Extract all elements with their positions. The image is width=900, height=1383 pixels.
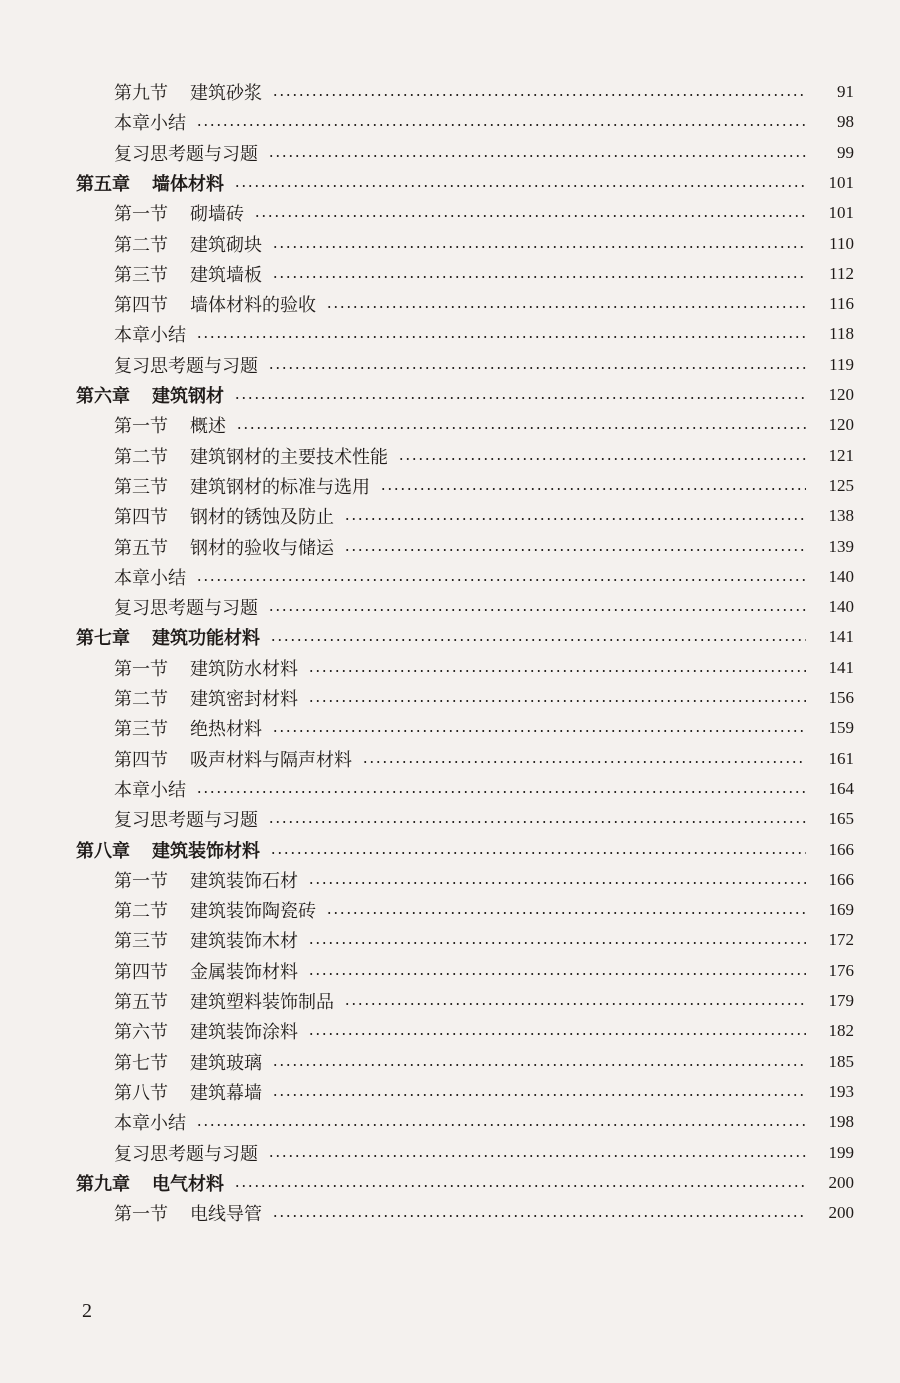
toc-entry-title: 钢材的验收与储运 [190, 537, 334, 559]
dot-leader [272, 246, 806, 248]
toc-section-row[interactable] [0, 1137, 900, 1169]
toc-section-row[interactable] [0, 288, 900, 320]
dot-leader [272, 1064, 806, 1066]
toc-page-number: 182 [828, 1021, 854, 1041]
toc-entry-heading [0, 1140, 258, 1166]
toc-entry-title: 建筑密封材料 [190, 689, 298, 710]
toc-page-number: 119 [829, 354, 854, 374]
toc-entry-label: 第九章 [76, 1173, 130, 1195]
toc-section-row[interactable] [0, 1106, 900, 1138]
toc-entry-label: 第三节 [114, 476, 168, 498]
toc-page-number: 112 [829, 263, 854, 283]
toc-entry-title: 金属装饰材料 [190, 961, 298, 983]
toc-entry-label: 第三节 [114, 719, 168, 741]
dot-leader [268, 609, 806, 611]
dot-leader [380, 488, 806, 490]
toc-page-number: 116 [829, 294, 854, 314]
toc-section-row[interactable] [0, 652, 900, 684]
toc-entry-title: 绝热材料 [190, 719, 262, 741]
dot-leader [326, 912, 806, 914]
toc-section-row[interactable] [0, 803, 900, 835]
toc-page-number: 166 [828, 869, 854, 889]
dot-leader [308, 1033, 806, 1035]
toc-entry-title: 砌墙砖 [190, 204, 244, 226]
toc-page-number: 140 [828, 597, 854, 617]
toc-page-number: 164 [828, 778, 854, 798]
dot-leader [196, 124, 806, 126]
page-number: 2 [82, 1300, 92, 1322]
toc-entry-heading [0, 867, 298, 893]
toc-entry-label: 第五节 [114, 992, 168, 1013]
dot-leader [196, 336, 806, 338]
toc-entry-label: 第四节 [114, 507, 168, 529]
toc-page-number: 125 [828, 475, 854, 495]
toc-entry-heading [0, 412, 226, 438]
toc-page-number: 141 [828, 657, 854, 677]
toc-entry-label: 第一节 [114, 204, 168, 226]
toc-entry-label: 第二节 [114, 901, 168, 923]
toc-entry-label: 复习思考题与习题 [114, 810, 258, 832]
toc-entry-heading [0, 79, 262, 105]
toc-entry-label: 第四节 [114, 961, 168, 983]
dot-leader [272, 1215, 806, 1217]
toc-entry-title: 建筑砌块 [190, 234, 262, 256]
dot-leader [326, 306, 806, 308]
toc-entry-title: 建筑钢材的主要技术性能 [190, 446, 388, 468]
toc-page-number: 200 [828, 1172, 854, 1192]
toc-entry-heading [0, 837, 260, 863]
toc-page-number: 159 [828, 718, 854, 738]
toc-page-number: 176 [828, 960, 854, 980]
dot-leader [308, 942, 806, 944]
toc-section-row[interactable] [0, 894, 900, 926]
toc-entry-label: 本章小结 [114, 779, 186, 801]
dot-leader [268, 155, 806, 157]
toc-entry-heading [0, 1200, 262, 1226]
toc-entry-label: 本章小结 [114, 113, 186, 135]
toc-section-row[interactable] [0, 470, 900, 502]
toc-page-number: 121 [828, 445, 854, 465]
dot-leader [196, 791, 806, 793]
toc-page-number: 138 [828, 506, 854, 526]
toc-entry-heading [0, 503, 334, 529]
toc-entry-heading [0, 473, 370, 499]
toc-section-row[interactable] [0, 440, 900, 472]
toc-section-row[interactable] [0, 197, 900, 229]
toc-section-row[interactable] [0, 1046, 900, 1078]
toc-entry-title: 建筑砂浆 [190, 83, 262, 104]
toc-entry-heading [0, 715, 262, 741]
dot-leader [272, 276, 806, 278]
toc-entry-heading [0, 443, 388, 469]
toc-entry-heading [0, 776, 186, 802]
toc-section-row[interactable] [0, 1076, 900, 1108]
toc-page-number: 91 [837, 82, 854, 101]
toc-section-row[interactable] [0, 76, 900, 108]
toc-entry-label: 复习思考题与习题 [114, 355, 258, 377]
toc-entry-label: 第八章 [76, 840, 130, 862]
dot-leader [308, 882, 806, 884]
toc-entry-heading [0, 1079, 262, 1105]
toc-section-row[interactable] [0, 258, 900, 290]
toc-section-row[interactable] [0, 591, 900, 623]
toc-entry-label: 第二节 [114, 446, 168, 468]
toc-page-number: 165 [828, 809, 854, 829]
toc-section-row[interactable] [0, 773, 900, 805]
toc-section-row[interactable] [0, 1015, 900, 1047]
toc-entry-title: 建筑塑料装饰制品 [190, 992, 334, 1013]
toc-section-row[interactable] [0, 1197, 900, 1229]
toc-entry-heading [0, 564, 186, 590]
toc-entry-heading [0, 655, 298, 681]
toc-section-row[interactable] [0, 500, 900, 532]
toc-entry-heading [0, 958, 298, 984]
toc-entry-heading [0, 352, 258, 378]
toc-section-row[interactable] [0, 106, 900, 138]
toc-entry-label: 第四节 [114, 295, 168, 317]
toc-section-row[interactable] [0, 924, 900, 956]
dot-leader [270, 639, 806, 641]
toc-chapter-row[interactable] [0, 621, 900, 653]
dot-leader [272, 730, 806, 732]
toc-entry-label: 复习思考题与习题 [114, 598, 258, 620]
toc-entry-label: 第八节 [114, 1082, 168, 1104]
toc-section-row[interactable] [0, 743, 900, 775]
toc-section-row[interactable] [0, 318, 900, 350]
toc-entry-heading [0, 291, 316, 317]
dot-leader [272, 94, 806, 96]
dot-leader [344, 549, 806, 551]
toc-entry-label: 本章小结 [114, 325, 186, 347]
toc-entry-label: 第六章 [76, 386, 130, 407]
dot-leader [254, 215, 806, 217]
toc-entry-label: 复习思考题与习题 [114, 1143, 258, 1165]
toc-page-number: 120 [828, 415, 854, 435]
toc-page-number: 98 [837, 112, 854, 132]
toc-entry-label: 本章小结 [114, 1113, 186, 1135]
toc-section-row[interactable] [0, 349, 900, 381]
toc-entry-title: 墙体材料 [152, 173, 224, 195]
toc-page-number: 200 [828, 1203, 854, 1223]
toc-entry-heading [0, 624, 260, 650]
toc-page-number: 161 [828, 748, 854, 768]
toc-entry-heading [0, 321, 186, 347]
toc-section-row[interactable] [0, 682, 900, 714]
dot-leader [236, 427, 806, 429]
dot-leader [344, 518, 806, 520]
dot-leader [308, 700, 806, 702]
toc-page-number: 99 [837, 142, 854, 162]
toc-entry-heading [0, 1049, 262, 1075]
toc-entry-heading [0, 1170, 224, 1196]
toc-section-row[interactable] [0, 864, 900, 896]
toc-chapter-row[interactable] [0, 167, 900, 199]
toc-page-number: 169 [828, 900, 854, 920]
toc-chapter-row[interactable] [0, 1167, 900, 1199]
toc-page-number: 185 [828, 1051, 854, 1071]
dot-leader [268, 1155, 806, 1157]
toc-page-number: 110 [829, 233, 854, 253]
toc-entry-title: 建筑装饰涂料 [190, 1022, 298, 1044]
dot-leader [308, 670, 806, 672]
toc-section-row[interactable] [0, 228, 900, 260]
dot-leader [308, 973, 806, 975]
toc-page-number: 139 [828, 536, 854, 556]
toc-entry-title: 建筑钢材 [152, 386, 224, 407]
toc-section-row[interactable] [0, 955, 900, 987]
toc-entry-title: 概述 [190, 416, 226, 438]
toc-page-number: 199 [828, 1142, 854, 1162]
dot-leader [344, 1003, 806, 1005]
dot-leader [234, 1185, 806, 1187]
toc-entry-label: 第五节 [114, 537, 168, 559]
toc-entry-title: 建筑装饰陶瓷砖 [190, 901, 316, 923]
toc-page-number: 101 [828, 203, 854, 223]
dot-leader [272, 1094, 806, 1096]
toc-chapter-row[interactable] [0, 834, 900, 866]
toc-entry-title: 建筑玻璃 [190, 1052, 262, 1074]
toc-entry-label: 第一节 [114, 1204, 168, 1226]
toc-page-number: 120 [828, 385, 854, 404]
toc-entry-title: 建筑防水材料 [190, 658, 298, 680]
toc-entry-title: 建筑墙板 [190, 264, 262, 286]
toc-entry-label: 第一节 [114, 658, 168, 680]
toc-page-number: 101 [828, 172, 854, 192]
toc-entry-title: 建筑装饰材料 [152, 840, 260, 862]
toc-chapter-row[interactable] [0, 379, 900, 411]
toc-entry-heading [0, 200, 244, 226]
toc-entry-heading [0, 746, 352, 772]
dot-leader [196, 579, 806, 581]
toc-entry-label: 第七章 [76, 628, 130, 650]
toc-entry-label: 第七节 [114, 1052, 168, 1074]
toc-entry-label: 第一节 [114, 870, 168, 892]
toc-entry-label: 第二节 [114, 234, 168, 256]
toc-entry-label: 本章小结 [114, 567, 186, 589]
toc-entry-title: 电气材料 [152, 1173, 224, 1195]
toc-entry-label: 第三节 [114, 264, 168, 286]
toc-entry-heading [0, 806, 258, 832]
toc-entry-heading [0, 927, 298, 953]
toc-page-number: 140 [828, 566, 854, 586]
toc-entry-heading [0, 231, 262, 257]
toc-page-number: 141 [828, 627, 854, 647]
dot-leader [234, 185, 806, 187]
toc-page-number: 179 [828, 991, 854, 1010]
toc-entry-heading [0, 988, 334, 1014]
toc-entry-title: 吸声材料与隔声材料 [190, 749, 352, 771]
toc-page-number: 193 [828, 1081, 854, 1101]
toc-entry-title: 建筑钢材的标准与选用 [190, 476, 370, 498]
toc-section-row[interactable] [0, 409, 900, 441]
toc-section-row[interactable] [0, 531, 900, 563]
toc-entry-title: 墙体材料的验收 [190, 295, 316, 317]
toc-entry-title: 建筑功能材料 [152, 628, 260, 650]
toc-entry-label: 第四节 [114, 749, 168, 771]
toc-entry-title: 建筑装饰石材 [190, 870, 298, 892]
toc-entry-heading [0, 140, 258, 166]
toc-page-number: 118 [829, 324, 854, 344]
dot-leader [362, 761, 806, 763]
toc-page-number: 156 [828, 688, 854, 707]
dot-leader [270, 852, 806, 854]
dot-leader [398, 458, 806, 460]
toc-entry-heading [0, 1109, 186, 1135]
toc-section-row[interactable] [0, 985, 900, 1017]
dot-leader [268, 821, 806, 823]
toc-entry-title: 建筑装饰木材 [190, 931, 298, 953]
toc-section-row[interactable] [0, 137, 900, 169]
toc-page-number: 198 [828, 1112, 854, 1132]
dot-leader [196, 1124, 806, 1126]
toc-entry-label: 第一节 [114, 416, 168, 438]
toc-entry-heading [0, 109, 186, 135]
toc-page-number: 172 [828, 930, 854, 950]
toc-entry-heading [0, 534, 334, 560]
dot-leader [234, 397, 806, 399]
toc-entry-heading [0, 685, 298, 711]
toc-entry-title: 电线导管 [190, 1204, 262, 1226]
toc-section-row[interactable] [0, 712, 900, 744]
toc-entry-heading [0, 170, 224, 196]
toc-entry-heading [0, 897, 316, 923]
toc-page-number: 166 [828, 839, 854, 859]
toc-entry-heading [0, 382, 224, 408]
dot-leader [268, 367, 806, 369]
toc-entry-label: 第二节 [114, 689, 168, 710]
toc-entry-heading [0, 261, 262, 287]
toc-entry-label: 第五章 [76, 173, 130, 195]
toc-entry-title: 建筑幕墙 [190, 1082, 262, 1104]
toc-section-row[interactable] [0, 561, 900, 593]
toc-entry-label: 第三节 [114, 931, 168, 953]
toc-entry-label: 第六节 [114, 1022, 168, 1044]
toc-entry-label: 第九节 [114, 83, 168, 104]
toc-entry-heading [0, 1018, 298, 1044]
toc-entry-title: 钢材的锈蚀及防止 [190, 507, 334, 529]
toc-entry-heading [0, 594, 258, 620]
toc-entry-label: 复习思考题与习题 [114, 143, 258, 165]
